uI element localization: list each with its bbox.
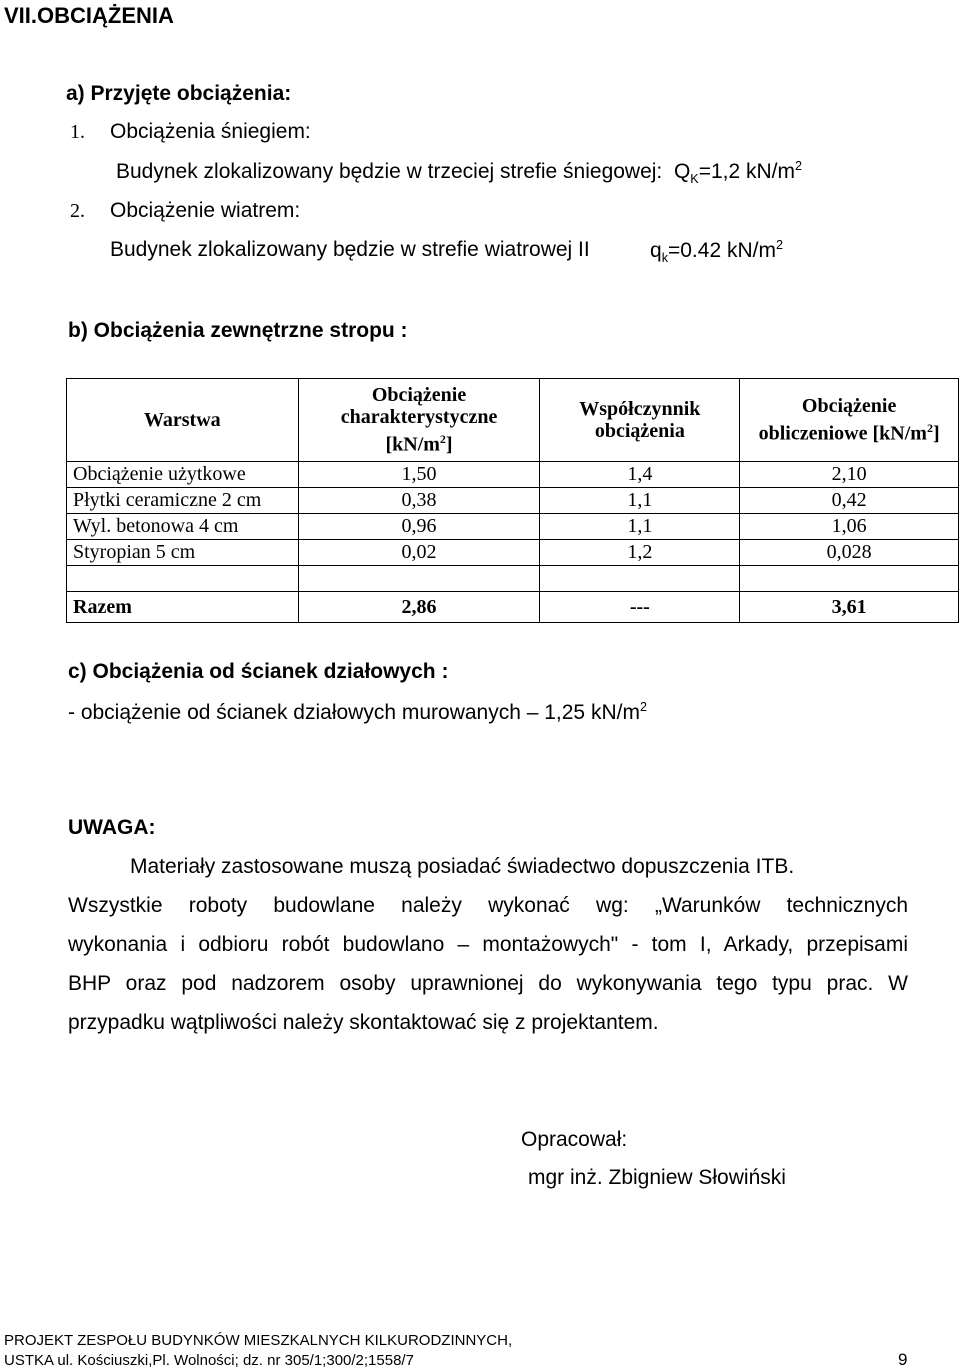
item2-number: 2. (70, 200, 85, 222)
snow-load-value: =1,2 kN/m (698, 160, 795, 183)
cell-calculated: 1,06 (740, 514, 959, 540)
cell-layer: Wyl. betonowa 4 cm (67, 514, 299, 540)
note-line2: Wszystkie roboty budowlane należy wykonać wg: „Warunków technicznych (68, 894, 908, 917)
header-characteristic-unit: [kN/m (385, 433, 440, 456)
header-characteristic-end: ] (445, 433, 453, 456)
note-heading: UWAGA: (68, 816, 156, 839)
header-characteristic-sup: 2 (439, 432, 446, 447)
table-row (67, 488, 959, 514)
section-a-heading: a) Przyjęte obciążenia: (66, 82, 292, 105)
cell-coefficient: 1,1 (540, 488, 740, 514)
cell-total-characteristic: 2,86 (298, 592, 540, 623)
loads-table (66, 378, 959, 623)
item1-number: 1. (70, 121, 85, 143)
signature-label: Opracował: (521, 1128, 628, 1151)
header-calculated (740, 379, 959, 462)
table-row (67, 462, 959, 488)
header-calculated-end: ] (932, 422, 940, 445)
cell-layer: Obciążenie użytkowe (67, 462, 299, 488)
cell-characteristic: 0,38 (298, 488, 540, 514)
cell-calculated: 2,10 (740, 462, 959, 488)
table-row (67, 540, 959, 566)
cell-coefficient: 1,1 (540, 514, 740, 540)
footer-line1: PROJEKT ZESPOŁU BUDYNKÓW MIESZKALNYCH KILKURODZINNYCH, (4, 1332, 513, 1349)
cell-coefficient: 1,4 (540, 462, 740, 488)
wind-load (650, 238, 783, 265)
wind-load-sup: 2 (775, 238, 783, 252)
note-line3: wykonania i odbioru robót budowlano – montażowych" - tom I, Arkady, przepisami (68, 933, 908, 956)
cell-total-coefficient: --- (540, 592, 740, 623)
snow-load-symbol: Q (673, 160, 691, 183)
header-coefficient (540, 379, 740, 462)
header-calculated-line2: obliczeniowe [kN/m (758, 422, 927, 445)
snow-load-sub: K (690, 172, 699, 187)
item1-text (116, 159, 802, 186)
item2-text: Budynek zlokalizowany będzie w strefie wiatrowej II (110, 238, 590, 261)
partition-load-text (68, 700, 647, 725)
snow-load-sup: 2 (795, 159, 803, 173)
cell-coefficient: 1,2 (540, 540, 740, 566)
cell-empty (740, 566, 959, 592)
note-line4: BHP oraz pod nadzorem osoby uprawnionej do wykonywania tego typu prac. W (68, 972, 908, 995)
section-c-heading: c) Obciążenia od ścianek działowych : (68, 660, 449, 683)
signature-name: mgr inż. Zbigniew Słowiński (528, 1166, 786, 1189)
snow-zone-text: Budynek zlokalizowany będzie w trzeciej strefie śniegowej: (116, 160, 663, 183)
cell-characteristic: 0,96 (298, 514, 540, 540)
item2-label: Obciążenie wiatrem: (110, 199, 301, 222)
header-coefficient-line1: Współczynnik (579, 398, 701, 420)
section-title: VII.OBCIĄŻENIA (4, 3, 174, 28)
item1-label: Obciążenia śniegiem: (110, 120, 311, 143)
footer-line2: USTKA ul. Kościuszki,Pl. Wolności; dz. nr 305/1;300/2;1558/7 (4, 1352, 414, 1369)
table-header-row (67, 379, 959, 462)
header-characteristic-line1: Obciążenie (371, 384, 467, 407)
page-number: 9 (898, 1350, 908, 1369)
cell-calculated: 0,028 (740, 540, 959, 566)
header-layer: Warstwa (67, 379, 299, 462)
wind-load-symbol: q (650, 239, 662, 262)
cell-empty (540, 566, 740, 592)
note-line5: przypadku wątpliwości należy skontaktować się z projektantem. (68, 1011, 659, 1034)
cell-total-label: Razem (67, 592, 299, 623)
header-calculated-line1: Obciążenie (801, 395, 897, 418)
table-row-total (67, 592, 959, 623)
cell-characteristic: 0,02 (298, 540, 540, 566)
section-b-heading: b) Obciążenia zewnętrzne stropu : (68, 319, 408, 342)
header-coefficient-line2: obciążenia (594, 420, 685, 442)
cell-characteristic: 1,50 (298, 462, 540, 488)
cell-empty (298, 566, 540, 592)
table-row (67, 514, 959, 540)
note-line1: Materiały zastosowane muszą posiadać świadectwo dopuszczenia ITB. (130, 855, 795, 878)
cell-calculated: 0,42 (740, 488, 959, 514)
cell-layer: Płytki ceramiczne 2 cm (67, 488, 299, 514)
wind-load-sub: k (661, 251, 668, 266)
table-row-empty (67, 566, 959, 592)
cell-total-calculated: 3,61 (740, 592, 959, 623)
header-characteristic (298, 379, 540, 462)
partition-load-sup: 2 (639, 700, 647, 714)
header-calculated-sup: 2 (926, 421, 933, 436)
header-characteristic-line2: charakterystyczne (340, 406, 498, 429)
partition-load-value: - obciążenie od ścianek działowych murowanych – 1,25 kN/m (68, 701, 640, 724)
wind-load-value: =0.42 kN/m (667, 239, 776, 262)
cell-layer: Styropian 5 cm (67, 540, 299, 566)
cell-empty (67, 566, 299, 592)
